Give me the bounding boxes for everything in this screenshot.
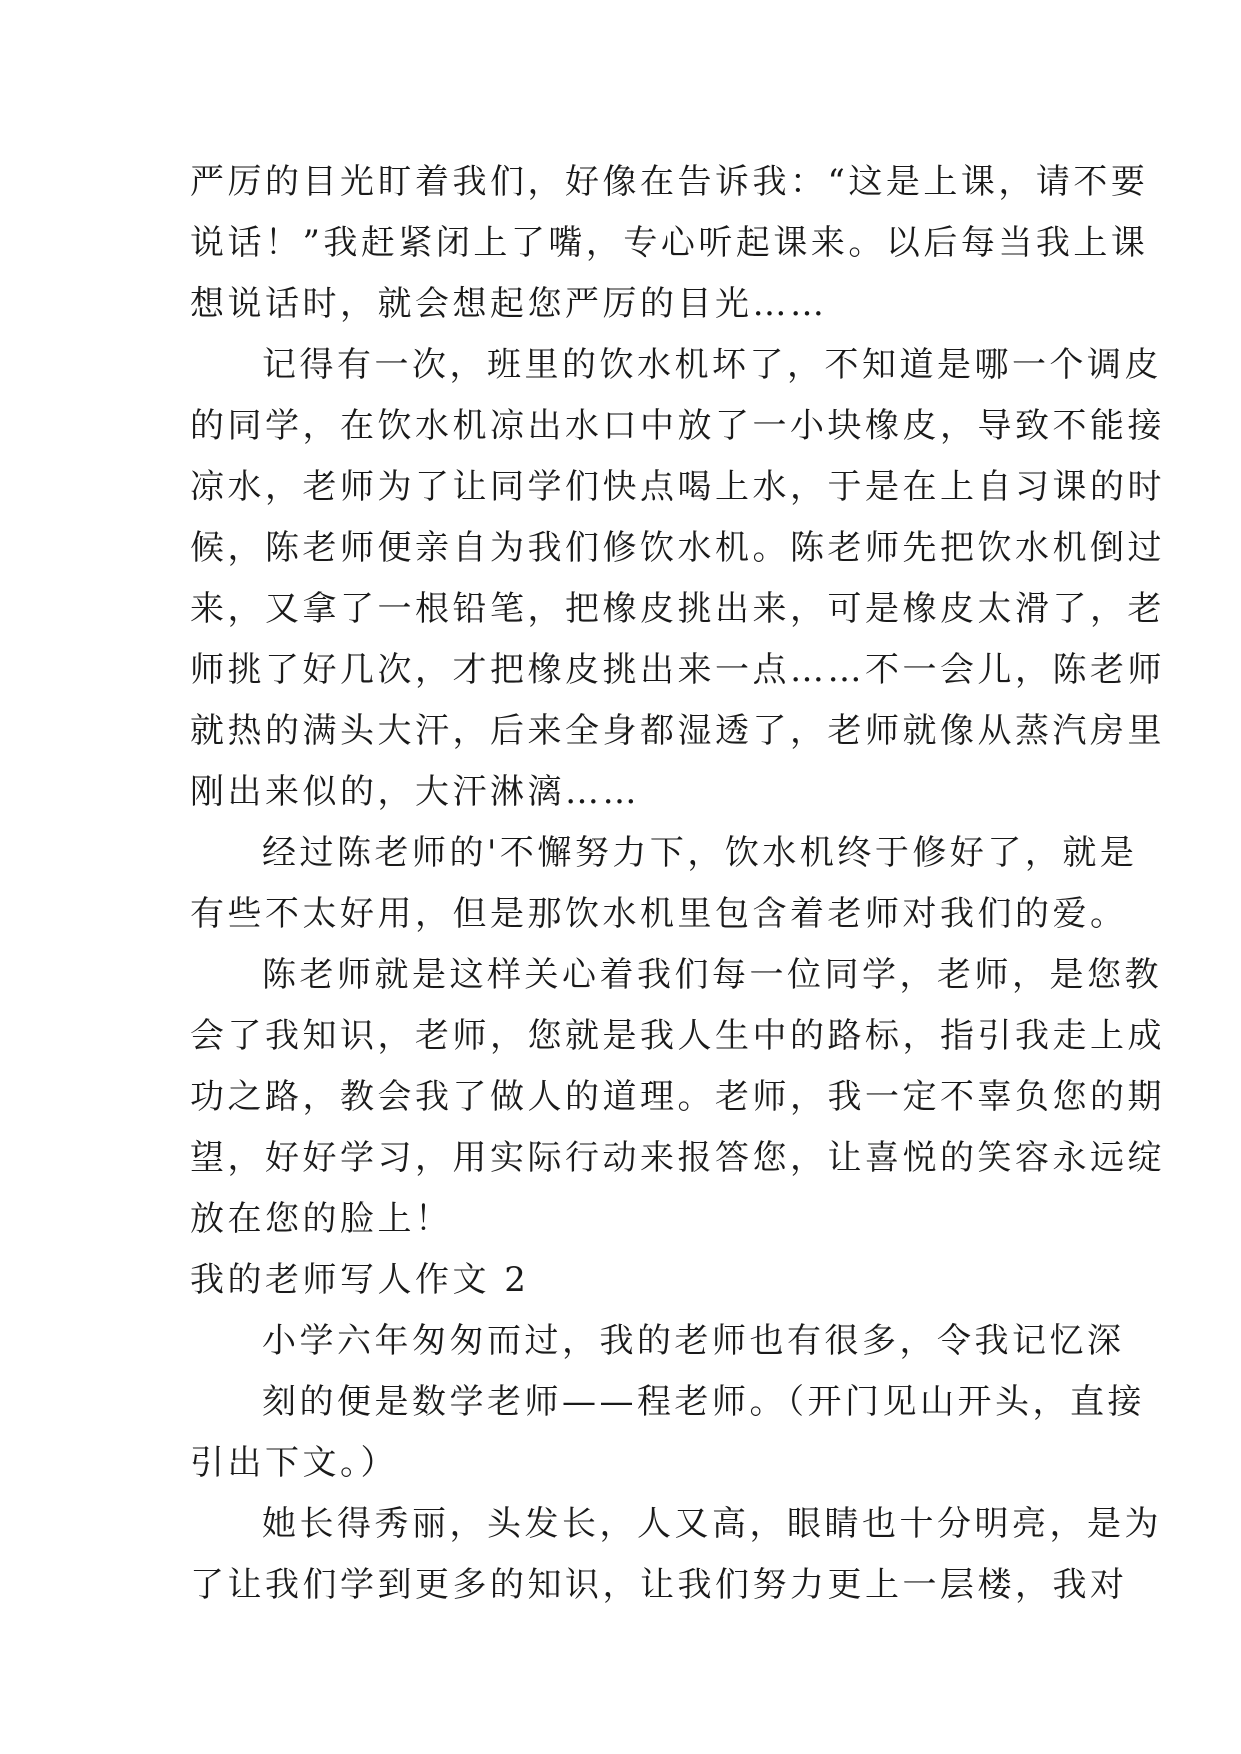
text-line: 她长得秀丽，头发长，人又高，眼睛也十分明亮，是为: [262, 1504, 1162, 1544]
body-text: [190, 152, 1165, 1616]
text-line: 功之路，教会我了做人的道理。老师，我一定不辜负您的期: [190, 1077, 1165, 1117]
text-line: 记得有一次，班里的饮水机坏了，不知道是哪一个调皮: [262, 345, 1162, 385]
text-line: 严厉的目光盯着我们，好像在告诉我：“这是上课，请不要: [190, 162, 1149, 202]
text-line: 引出下文。）: [190, 1443, 398, 1483]
text-line: 陈老师就是这样关心着我们每一位同学，老师，是您教: [262, 955, 1162, 995]
text-line: 师挑了好几次，才把橡皮挑出来一点……不一会儿，陈老师: [190, 650, 1165, 690]
text-line: 会了我知识，老师，您就是我人生中的路标，指引我走上成: [190, 1016, 1165, 1056]
text-line: 了让我们学到更多的知识，让我们努力更上一层楼，我对: [190, 1565, 1128, 1605]
text-line: 有些不太好用，但是那饮水机里包含着老师对我们的爱。: [190, 894, 1128, 934]
text-line: 刻的便是数学老师——程老师。（开门见山开头，直接: [262, 1382, 1145, 1422]
section-heading: 我的老师写人作文 2: [190, 1260, 530, 1300]
text-line: 想说话时，就会想起您严厉的目光……: [190, 284, 828, 324]
text-line: 说话！”我赶紧闭上了嘴，专心听起课来。以后每当我上课: [190, 223, 1149, 263]
text-line: 经过陈老师的'不懈努力下，饮水机终于修好了，就是: [262, 833, 1138, 873]
text-line: 候，陈老师便亲自为我们修饮水机。陈老师先把饮水机倒过: [190, 528, 1165, 568]
text-line: 小学六年匆匆而过，我的老师也有很多，令我记忆深: [262, 1321, 1125, 1361]
text-line: 放在您的脸上！: [190, 1199, 453, 1239]
text-line: 来，又拿了一根铅笔，把橡皮挑出来，可是橡皮太滑了，老: [190, 589, 1165, 629]
text-line: 望，好好学习，用实际行动来报答您，让喜悦的笑容永远绽: [190, 1138, 1165, 1178]
text-line: 的同学，在饮水机凉出水口中放了一小块橡皮，导致不能接: [190, 406, 1165, 446]
text-line: 就热的满头大汗，后来全身都湿透了，老师就像从蒸汽房里: [190, 711, 1165, 751]
text-line: 凉水，老师为了让同学们快点喝上水，于是在上自习课的时: [190, 467, 1165, 507]
text-line: 刚出来似的，大汗淋漓……: [190, 772, 640, 812]
